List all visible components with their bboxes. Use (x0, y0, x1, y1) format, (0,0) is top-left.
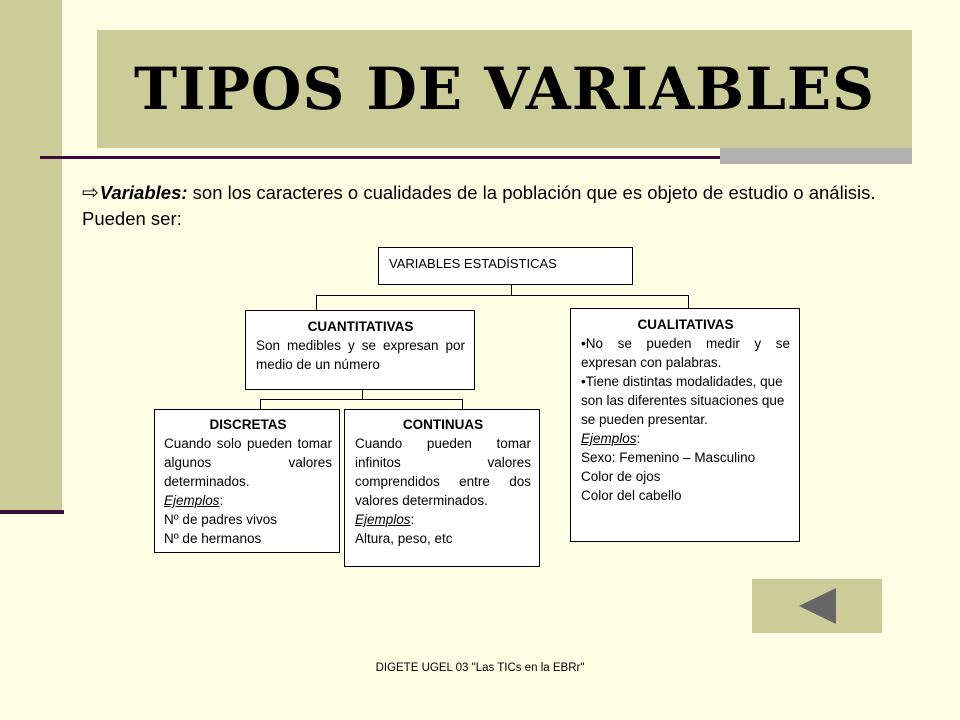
discretas-heading: DISCRETAS (209, 417, 287, 432)
connector-to-cuantitativas (316, 295, 317, 311)
connector-level1-horizontal (316, 295, 689, 296)
cualitativas-example: Color de ojos (581, 469, 661, 484)
connector-to-cualitativas (688, 295, 689, 309)
cualitativas-example: Sexo: Femenino – Masculino (581, 450, 756, 465)
continuas-heading: CONTINUAS (402, 417, 484, 432)
cualitativas-bullet-2: •Tiene distintas modalidades, que son las diferentes situaciones que se pueden presentar. (581, 374, 785, 427)
root-label: VARIABLES ESTADÍSTICAS (389, 256, 557, 271)
cualitativas-bullet-1: •No se pueden medir y se expresan con palabras. (581, 336, 790, 370)
intro-lead: Variables: (99, 182, 188, 203)
continuas-examples-label: Ejemplos: (355, 512, 415, 527)
discretas-example: Nº de hermanos (164, 531, 262, 546)
continuas-example: Altura, peso, etc (355, 531, 453, 546)
intro-paragraph (82, 180, 912, 232)
left-sidebar-bar (0, 0, 62, 512)
cuantitativas-box (245, 310, 475, 390)
arrow-bullet-icon: ⇨ (82, 182, 99, 204)
slide-title: TIPOS DE VARIABLES (134, 55, 875, 123)
bullet-dot-icon: • (581, 336, 586, 351)
back-button[interactable] (752, 579, 882, 633)
continuas-box (344, 409, 540, 567)
cualitativas-heading: CUALITATIVAS (637, 317, 734, 332)
decorative-gray-tab (720, 148, 912, 164)
cualitativas-box (570, 308, 800, 542)
cuantitativas-text: Son medibles y se expresan por medio de un número (256, 338, 465, 372)
intro-text: son los caracteres o cualidades de la población que es objeto de estudio o análisis. Pueden ser: (82, 182, 876, 229)
discretas-examples-label: Ejemplos: (164, 493, 224, 508)
root-box (378, 247, 633, 285)
sidebar-bottom-rule (0, 510, 64, 514)
discretas-text: Cuando solo pueden tomar algunos valores determinados. (164, 436, 332, 489)
title-panel (97, 30, 912, 148)
bullet-dot-icon: • (581, 374, 586, 389)
cualitativas-examples-label: Ejemplos: (581, 431, 641, 446)
discretas-example: Nº de padres vivos (164, 512, 277, 527)
cualitativas-example: Color del cabello (581, 488, 682, 503)
continuas-text: Cuando pueden tomar infinitos valores comprendidos entre dos valores determinados. (355, 436, 531, 508)
cuantitativas-heading: CUANTITATIVAS (307, 319, 414, 334)
discretas-box (154, 409, 340, 553)
footer-text: DIGETE UGEL 03 "Las TICs en la EBRr" (375, 662, 585, 674)
triangle-left-icon (752, 579, 882, 633)
connector-level2-horizontal (260, 399, 463, 400)
